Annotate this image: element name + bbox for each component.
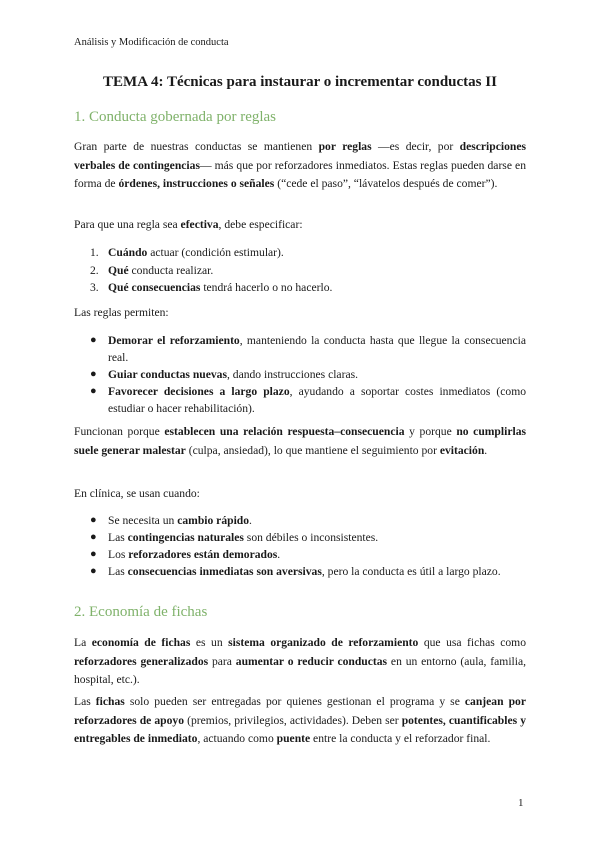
bold-text: Cuándo bbox=[108, 246, 148, 259]
bullet-icon: ● bbox=[90, 385, 97, 397]
bold-text: consecuencias inmediatas son aversivas bbox=[127, 565, 322, 578]
text-run: —es decir, por bbox=[371, 140, 460, 153]
text-run: En clínica, se usan cuando: bbox=[74, 487, 200, 500]
text-run: , manteniendo la conducta hasta que llegue la consecuencia real. bbox=[108, 334, 526, 364]
list-number: 1. bbox=[90, 246, 99, 259]
bold-text: evitación bbox=[439, 443, 485, 457]
text-run: en un entorno (aula, familia, hospital, etc.). bbox=[74, 654, 527, 686]
list-number: 3. bbox=[90, 281, 99, 294]
bold-text: Guiar conductas nuevas bbox=[108, 368, 227, 381]
clinical-use-list bbox=[90, 512, 526, 580]
text-run: . bbox=[249, 514, 252, 527]
text-run: que usa fichas como bbox=[418, 636, 526, 649]
text-run: , pero la conducta es útil a largo plazo. bbox=[321, 565, 501, 578]
bullet-icon: ● bbox=[90, 565, 97, 577]
numbered-list-item bbox=[90, 279, 526, 297]
numbered-list-item bbox=[90, 262, 526, 280]
text-run: , ayudando a soportar costes inmediatos (como estudiar o hacer rehabilitación). bbox=[108, 385, 527, 415]
text-run: y porque bbox=[404, 425, 457, 438]
bullet-icon: ● bbox=[90, 548, 97, 560]
bold-text: descripciones verbales de contingencias bbox=[74, 140, 526, 172]
section-1-heading: 1. Conducta gobernada por reglas bbox=[74, 109, 277, 125]
bullet-list-item bbox=[90, 383, 526, 417]
rule-requirements-list bbox=[90, 244, 526, 297]
bullet-icon: ● bbox=[90, 514, 97, 526]
page-number: 1 bbox=[518, 797, 524, 809]
rule-benefits-list bbox=[90, 332, 526, 417]
text-run: (culpa, ansiedad), lo que mantiene el seguimiento por bbox=[185, 443, 440, 457]
text-run: para bbox=[208, 654, 236, 668]
bold-text: economía de fichas bbox=[91, 636, 191, 649]
bold-text: sistema organizado de reforzamiento bbox=[228, 636, 419, 649]
text-run: Las reglas permiten: bbox=[74, 306, 169, 319]
text-run: entre la conducta y el reforzador final. bbox=[310, 732, 491, 745]
bold-text: reforzadores generalizados bbox=[74, 654, 209, 668]
text-run: Para que una regla sea bbox=[74, 218, 181, 231]
bullet-list-item bbox=[90, 332, 526, 366]
text-run: son débiles o inconsistentes. bbox=[243, 531, 379, 544]
bullet-icon: ● bbox=[90, 531, 97, 543]
bullet-list-item bbox=[90, 366, 526, 383]
numbered-list-item bbox=[90, 244, 526, 262]
page-title: TEMA 4: Técnicas para instaurar o incrementar conductas II bbox=[103, 74, 497, 90]
bold-text: aumentar o reducir conductas bbox=[235, 654, 388, 668]
text-run: Funcionan porque bbox=[74, 425, 165, 438]
bold-text: puente bbox=[276, 732, 311, 745]
section-1-paragraph-2 bbox=[74, 216, 526, 235]
bold-text: órdenes, instrucciones o señales bbox=[118, 177, 275, 190]
text-run: , actuando como bbox=[197, 732, 277, 745]
bold-text: contingencias naturales bbox=[127, 531, 244, 544]
bold-text: Qué consecuencias bbox=[108, 281, 201, 294]
text-run: conducta realizar. bbox=[128, 263, 214, 277]
bullet-icon: ● bbox=[90, 334, 97, 346]
bold-text: canjean por reforzadores de apoyo bbox=[74, 695, 526, 727]
text-run: Gran parte de nuestras conductas se mantienen bbox=[74, 140, 319, 153]
text-run: (“cede el paso”, “lávatelos después de comer”). bbox=[274, 177, 498, 190]
bold-text: Qué bbox=[108, 263, 129, 277]
bold-text: Favorecer decisiones a largo plazo bbox=[108, 385, 290, 398]
section-2-paragraph-2 bbox=[74, 693, 526, 749]
bullet-list-item bbox=[90, 529, 526, 546]
text-run: . bbox=[277, 548, 281, 561]
running-header: Análisis y Modificación de conducta bbox=[74, 37, 229, 48]
list-number: 2. bbox=[90, 263, 99, 277]
section-1-paragraph-3 bbox=[74, 304, 526, 323]
text-run: — más que por reforzadores inmediatos. Estas reglas pueden darse en forma de bbox=[74, 158, 526, 190]
text-run: . bbox=[484, 443, 488, 457]
text-run: es un bbox=[190, 636, 229, 649]
text-run: , debe especificar: bbox=[218, 218, 303, 231]
bold-text: por reglas bbox=[318, 140, 372, 153]
bold-text: reforzadores están demorados bbox=[128, 548, 278, 561]
text-run: actuar (condición estimular). bbox=[147, 246, 284, 259]
text-run: Las bbox=[74, 695, 96, 708]
bullet-list-item bbox=[90, 563, 526, 580]
text-run: Las bbox=[108, 565, 128, 578]
text-run: , dando instrucciones claras. bbox=[226, 368, 358, 381]
bold-text: efectiva bbox=[180, 218, 219, 231]
text-run: Las bbox=[108, 531, 128, 544]
bold-text: no cumplirlas suele generar malestar bbox=[74, 425, 527, 457]
bullet-list-item bbox=[90, 546, 526, 563]
bullet-icon: ● bbox=[90, 368, 97, 380]
bullet-list-item bbox=[90, 512, 526, 529]
text-run: (premios, privilegios, actividades). Deben ser bbox=[184, 713, 402, 727]
section-1-paragraph-1 bbox=[74, 138, 526, 194]
text-run: La bbox=[74, 636, 92, 649]
text-run: tendrá hacerlo o no hacerlo. bbox=[200, 281, 333, 294]
bold-text: potentes, cuantificables y entregables de inmediato bbox=[74, 713, 526, 745]
section-1-paragraph-5 bbox=[74, 485, 526, 504]
bold-text: Demorar el reforzamiento bbox=[108, 334, 240, 347]
text-run: Los bbox=[108, 548, 129, 561]
section-1-paragraph-4 bbox=[74, 423, 526, 460]
bold-text: cambio rápido bbox=[177, 514, 250, 527]
section-2-heading: 2. Economía de fichas bbox=[74, 604, 208, 620]
bold-text: establecen una relación respuesta–consecuencia bbox=[164, 425, 405, 438]
text-run: solo pueden ser entregadas por quienes gestionan el programa y se bbox=[124, 695, 465, 708]
bold-text: fichas bbox=[95, 695, 125, 708]
text-run: Se necesita un bbox=[108, 514, 178, 527]
section-2-paragraph-1 bbox=[74, 634, 526, 690]
